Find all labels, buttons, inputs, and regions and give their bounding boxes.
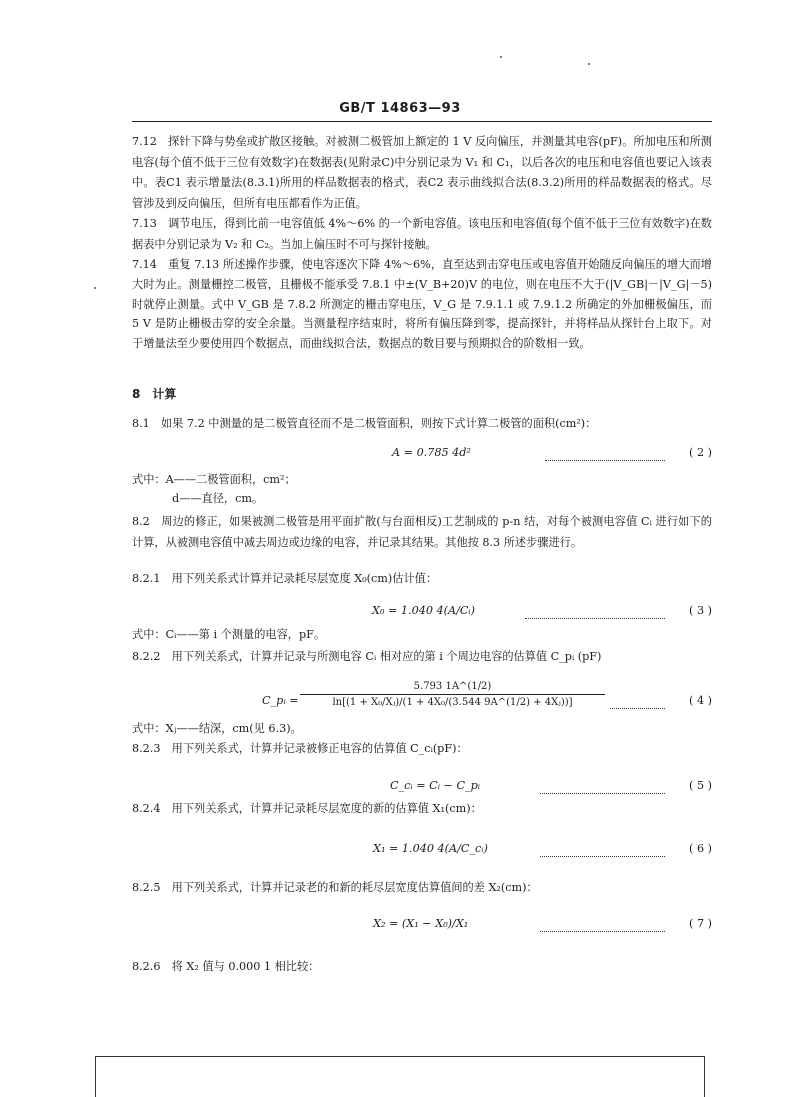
equation-6: X₁ = 1.040 4(A/C_cᵢ) [373,842,488,855]
paragraph-8-2-5: 8.2.5 用下列关系式，计算并记录老的和新的耗尽层宽度估算值间的差 X₂(cm)： [132,881,538,894]
paragraph-7-12: 7.12 探针下降与势垒或扩散区接触。对被测二极管加上额定的 1 V 反向偏压，并测量其电容(pF)。所加电压和所测电容(每个值不低于三位有效数字)在数据表(见附录C)中分别记录为 V₁ 和 C₁，以后各次的电压和电容值也要记入该表中。表C1 表示增量法(8.3.1)所用的样品数据表的格式，表C2 表示曲线拟合法(8.3.2)所用的样品数据表的格式。尽管涉及到反向偏压，但所有电压都看作为正值。 [132,135,712,210]
equation-number: ( 5 ) [689,779,712,792]
equation-number: ( 2 ) [689,446,712,459]
paragraph-7-14: 7.14 重复 7.13 所述操作步骤，使电容逐次下降 4%～6%，直至达到击穿电压或电容值开始随反向偏压的增大而增大时为止。测量栅控二极管，且栅极不能承受 7.8.1 中±(V_B+20)V 的电位，则在电压不大于(|V_GB|－|V_G|－5)时就停止测量。式中 V_GB 是 7.8.2 所测定的栅击穿电压，V_G 是 7.9.1.1 或 7.9.1.2 所确定的外加栅极偏压，而 5 V 是防止栅极击穿的安全余量。当测量程序结束时，将所有偏压降到零，提高探针，并将样品从探针台上取下。对于增量法至少要使用四个数据点，而曲线拟合法，数据点的数目要与预期拟合的阶数相一致。 [132,258,712,351]
leader-dots [545,460,665,461]
fraction-denominator: ln[(1 + X₀/Xⱼ)/(1 + 4X₀/(3.544 9A^(1/2) + 4Xⱼ))] [332,697,573,708]
equation-number: ( 4 ) [689,694,712,707]
paragraph-8-2-3: 8.2.3 用下列关系式，计算并记录被修正电容的估算值 C_cᵢ(pF)： [132,742,468,755]
paragraph-8-1: 8.1 如果 7.2 中测量的是二极管直径而不是二极管面积，则按下式计算二极管的面积(cm²)： [132,417,597,430]
fraction-numerator: 5.793 1A^(1/2) [413,681,492,692]
equation-4-fraction [300,681,605,708]
where-line: 式中：A——二极管面积，cm²； [132,473,296,486]
scan-speck [588,63,590,65]
section-8-heading: 8 计算 [132,387,177,401]
leader-dots [610,708,665,709]
equation-number: ( 6 ) [689,842,712,855]
paragraph-8-2-2: 8.2.2 用下列关系式，计算并记录与所测电容 Cᵢ 相对应的第 i 个周边电容的估算值 C_pᵢ (pF) [132,650,602,663]
equation-2: A = 0.785 4d² [392,446,471,459]
equation-number: ( 7 ) [689,917,712,930]
where-line: 式中：Cᵢ——第 i 个测量的电容，pF。 [132,628,326,641]
where-line: 式中：Xⱼ——结深，cm(见 6.3)。 [132,722,302,735]
paragraph-8-2: 8.2 周边的修正，如果被测二极管是用平面扩散(与台面相反)工艺制成的 p-n 结，对每个被测电容值 Cᵢ 进行如下的计算，从被测电容值中减去周边或边缘的电容，并记录其结果。其他按 8.3 所述步骤进行。 [132,515,712,549]
paragraph-8-2-1: 8.2.1 用下列关系式计算并记录耗尽层宽度 X₀(cm)估计值： [132,572,438,585]
standard-header: GB/T 14863—93 [339,101,461,116]
header-rule [132,121,712,122]
equation-5: C_cᵢ = Cᵢ − C_pᵢ [390,779,481,792]
equation-number: ( 3 ) [689,604,712,617]
scan-speck [94,287,96,289]
where-line: d——直径，cm。 [172,492,264,505]
paragraph-8-2-4: 8.2.4 用下列关系式，计算并记录耗尽层宽度的新的估算值 X₁(cm)： [132,802,482,815]
paragraph-8-2-6: 8.2.6 将 X₂ 值与 0.000 1 相比较： [132,960,320,973]
equation-7: X₂ = (X₁ − X₀)/X₁ [373,917,469,930]
leader-dots [540,931,665,932]
leader-dots [525,618,665,619]
fraction-bar [300,694,605,695]
equation-3: X₀ = 1.040 4(A/Cᵢ) [372,604,476,617]
equation-4-lhs: C_pᵢ = [262,694,299,707]
leader-dots [540,856,665,857]
leader-dots [540,793,665,794]
scan-speck [500,56,502,58]
paragraph-7-13: 7.13 调节电压，得到比前一电容值低 4%～6% 的一个新电容值。该电压和电容值(每个值不低于三位有效数字)在数据表中分别记录为 V₂ 和 C₂。当加上偏压时不可与探针接触。 [132,217,712,251]
